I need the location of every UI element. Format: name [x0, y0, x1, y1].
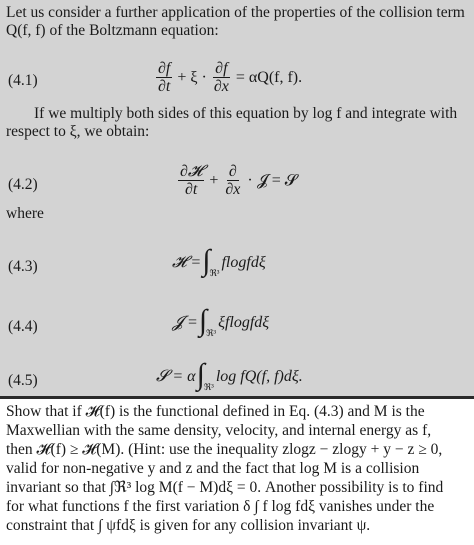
- exercise-line-4: valid for non-negative y and z and the fact that log M is a collision: [6, 460, 420, 477]
- where-label: where: [6, 205, 44, 222]
- equation-number-4-4: (4.4): [8, 318, 38, 335]
- fraction-numerator: ∂: [228, 163, 237, 180]
- equation-lhs: 𝓢 = α: [156, 368, 196, 385]
- exercise-line-6: for what functions f the first variation δ ∫ f log fdξ vanishes under the: [6, 498, 435, 515]
- fraction-denominator: ∂x: [213, 78, 229, 95]
- integral-sign: ∫: [196, 358, 205, 391]
- integral-domain: ℜ³: [206, 327, 217, 338]
- equation-number-4-5: (4.5): [8, 372, 38, 389]
- operator: +: [209, 171, 219, 189]
- integral-sign: ∫: [198, 304, 208, 337]
- exercise-panel: [0, 399, 474, 545]
- integrand: flogfdξ: [221, 254, 266, 271]
- exercise-line-5: invariant so that ∫ℜ³ log M(f − M)dξ = 0. Another possibility is to find: [6, 479, 444, 496]
- exercise-line-2: Maxwellian with the same density, velocity, and internal energy as f,: [6, 422, 432, 439]
- equation-4-5: [156, 358, 303, 392]
- equation-4-1: [154, 60, 305, 95]
- equation-lhs: 𝓙 =: [172, 314, 198, 331]
- multiply-line-1: If we multiply both sides of this equation by log f and integrate with: [34, 105, 458, 122]
- fraction-numerator: ∂𝓗: [180, 163, 203, 180]
- fraction-dH-dt: [178, 163, 204, 198]
- multiply-line-2: respect to ξ, we obtain:: [6, 123, 150, 140]
- equation-number-4-2: (4.2): [8, 176, 38, 193]
- integral-domain: ℜ³: [203, 381, 214, 392]
- intro-line-2: Q(f, f) of the Boltzmann equation:: [6, 22, 219, 39]
- operator: + ξ ·: [177, 68, 207, 86]
- integrand: ξflogfdξ: [218, 314, 270, 331]
- equation-4-3: [172, 244, 266, 278]
- intro-line-1: Let us consider a further application of the properties of the collision term: [6, 4, 465, 21]
- fraction-df-dx: [212, 60, 231, 95]
- exercise-line-7: constraint that ∫ ψfdξ is given for any collision invariant ψ.: [6, 517, 371, 534]
- integral-domain: ℜ³: [209, 267, 220, 278]
- fraction-df-dt: [156, 60, 172, 95]
- fraction-denominator: ∂t: [158, 78, 171, 95]
- equation-4-2: [176, 163, 300, 198]
- exercise-line-1: Show that if 𝓗(f) is the functional defined in Eq. (4.3) and M is the: [6, 403, 425, 420]
- fraction-numerator: ∂f: [215, 60, 228, 77]
- fraction-denominator: ∂t: [184, 181, 198, 198]
- equation-number-4-3: (4.3): [8, 258, 38, 275]
- exercise-line-3: then 𝓗(f) ≥ 𝓗(M). (Hint: use the inequality zlogz − zlogy + y − z ≥ 0,: [6, 441, 443, 458]
- fraction-denominator: ∂x: [225, 181, 241, 198]
- fraction-numerator: ∂f: [158, 60, 171, 77]
- equation-rhs: · 𝓙 = 𝓢: [247, 171, 298, 189]
- fraction-d-dx: [223, 163, 242, 198]
- integrand: log fQ(f, f)dξ.: [215, 368, 303, 385]
- equation-number-4-1: (4.1): [8, 72, 38, 89]
- equation-rhs: = αQ(f, f).: [235, 68, 303, 86]
- integral-sign: ∫: [202, 244, 211, 277]
- equation-lhs: 𝓗 =: [172, 254, 202, 271]
- equation-4-4: [172, 304, 270, 338]
